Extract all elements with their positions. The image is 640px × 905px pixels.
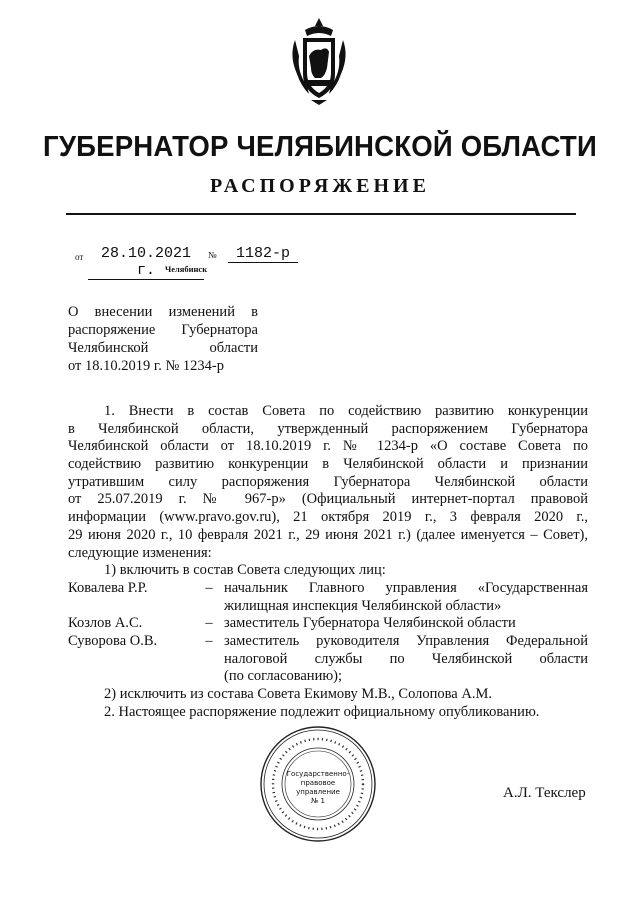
position-line: заместитель Губернатора Челябинской области [224, 615, 516, 632]
position-line: (по согласованию); [224, 668, 343, 685]
subject-line: распоряжение Губернатора [68, 322, 258, 338]
person-name: Козлов А.С. [68, 615, 143, 632]
body-line: утратившим силу распоряжения Губернатора Челябинской области [68, 473, 588, 490]
body-line: информации (www.pravo.gov.ru), 21 октября 2019 г., 3 февраля 2020 г., [68, 509, 588, 526]
person-entry [68, 615, 588, 633]
body-line: следующие изменения: [68, 544, 212, 561]
official-stamp [258, 724, 378, 844]
city: Челябинск [165, 264, 208, 274]
person-position [224, 580, 588, 615]
person-entry [68, 580, 588, 615]
body-line: от 25.07.2019 г. № 967-р» (Официальный интернет-портал правовой [68, 491, 588, 508]
body-line: 29 июня 2020 г., 10 февраля 2021 г., 29 июня 2021 г.) (далее именуется – Совет), [68, 526, 588, 543]
document-date: 28.10.2021 г. [88, 245, 204, 280]
document-body [68, 403, 588, 721]
body-line: содействию развитию конкуренции в Челябинской области и признании [68, 456, 588, 473]
document-type: РАСПОРЯЖЕНИЕ [210, 175, 430, 197]
coat-of-arms-icon [287, 16, 351, 106]
subject-block [68, 303, 258, 375]
person-position [224, 615, 588, 633]
number-label: № [208, 250, 217, 260]
position-line: жилищная инспекция Челябинской области» [224, 597, 502, 614]
header-rule [66, 213, 576, 215]
person-position [224, 633, 588, 686]
person-dash: – [205, 615, 213, 632]
body-line: 1. Внести в состав Совета по содействию развитию конкуренции [104, 403, 588, 419]
date-label: от [75, 252, 84, 262]
person-dash: – [205, 632, 213, 649]
stamp-line: правовое [300, 779, 336, 787]
exclude-item: 2) исключить из состава Совета Екимову М.В., Солопова А.М. [104, 686, 492, 703]
subject-line: Челябинской области [68, 340, 258, 356]
signatory-name: А.Л. Текслер [503, 785, 586, 801]
position-line: заместитель руководителя Управления Федеральной [224, 632, 588, 649]
position-line: налоговой службы по Челябинской области [224, 650, 588, 667]
organization-title: ГУБЕРНАТОР ЧЕЛЯБИНСКОЙ ОБЛАСТИ [43, 131, 597, 163]
document-number: 1182-р [228, 245, 298, 263]
body-line: в Челябинской области, утвержденный распоряжением Губернатора [68, 420, 588, 437]
person-entry [68, 633, 588, 686]
stamp-line: управление [296, 788, 340, 796]
person-name: Суворова О.В. [68, 632, 158, 649]
subject-line: от 18.10.2019 г. № 1234-р [68, 358, 224, 374]
stamp-line: № 1 [311, 797, 325, 805]
stamp-line: Государственно- [286, 770, 350, 778]
person-name: Ковалева Р.Р. [68, 579, 148, 596]
publication-item: 2. Настоящее распоряжение подлежит официальному опубликованию. [104, 703, 540, 720]
subject-line: О внесении изменений в [68, 304, 258, 320]
include-label: 1) включить в состав Совета следующих лиц: [104, 562, 386, 579]
body-line: Челябинской области от 18.10.2019 г. № 1234-р «О составе Совета по [68, 438, 588, 455]
person-dash: – [205, 579, 213, 596]
position-line: начальник Главного управления «Государственная [224, 579, 588, 596]
